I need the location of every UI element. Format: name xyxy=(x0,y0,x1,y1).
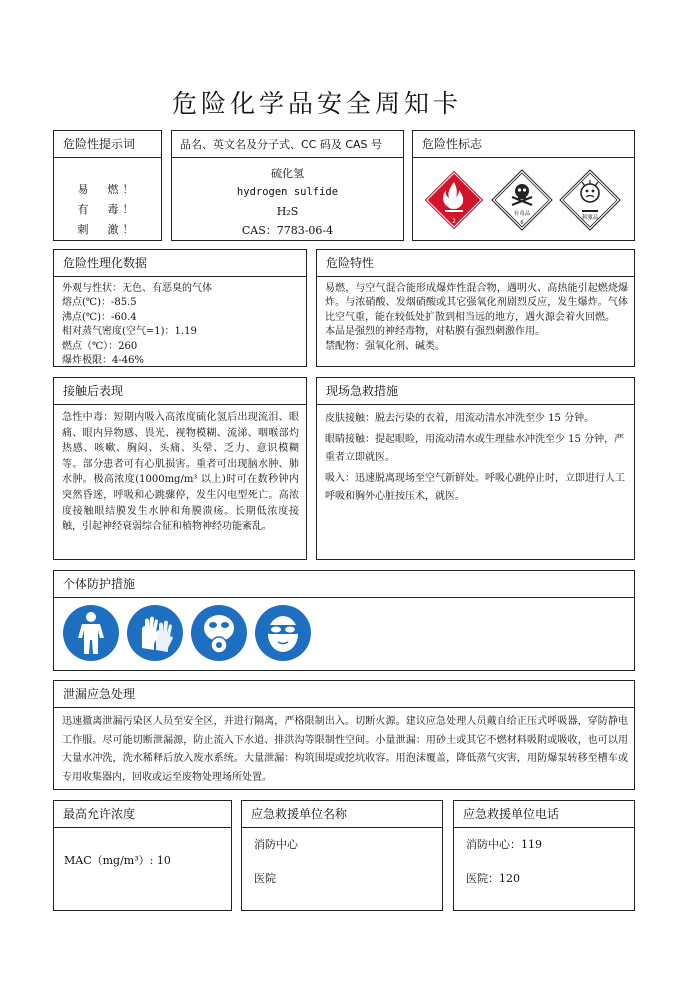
toxic-class-number: 6 xyxy=(520,220,524,226)
spill-header: 泄漏应急处理 xyxy=(54,681,634,708)
first-aid-skin: 皮肤接触：脱去污染的衣着，用流动清水冲洗至少 15 分钟。 xyxy=(325,413,595,424)
spill-panel xyxy=(53,680,635,790)
physchem-line: 燃点（℃）：260 xyxy=(62,340,138,352)
chemical-name-en: hydrogen sulfide xyxy=(236,186,339,198)
rescue-phone-item: 医院：120 xyxy=(466,872,520,885)
hazard-signs-panel xyxy=(412,130,635,241)
irritant-caption: 刺激品 xyxy=(581,215,599,221)
hazard-properties-paragraph: 本品是强烈的神经毒物，对粘膜有强烈刺激作用。 xyxy=(325,326,545,338)
hazard-signs-header: 危险性标志 xyxy=(413,131,634,158)
chemical-name-cn: 硫化氢 xyxy=(271,167,304,180)
hazard-word: 刺 激！ xyxy=(77,223,138,236)
rescue-unit-panel xyxy=(241,800,443,911)
gas-mask-icon xyxy=(190,604,248,662)
physchem-line: 外观与性状：无色、有恶臭的气体 xyxy=(62,283,212,294)
physchem-line: 相对蒸气密度(空气=1)：1.19 xyxy=(62,326,197,338)
mac-value: MAC（mg/m³）: 10 xyxy=(64,854,171,867)
protective-gloves-icon xyxy=(126,604,184,662)
first-aid-header: 现场急救措施 xyxy=(317,378,634,405)
rescue-unit-item: 医院 xyxy=(254,872,276,885)
ppe-panel xyxy=(53,570,635,671)
safety-goggles-icon xyxy=(254,604,312,662)
ppe-header: 个体防护措施 xyxy=(54,571,634,598)
hazard-properties-panel xyxy=(316,249,635,367)
chemical-formula: H₂S xyxy=(276,205,299,218)
physchem-line: 沸点(℃)：-60.4 xyxy=(62,311,137,323)
mac-header: 最高允许浓度 xyxy=(54,801,231,828)
exposure-header: 接触后表现 xyxy=(54,378,306,405)
physchem-panel xyxy=(53,249,307,367)
hazard-properties-paragraph: 易燃，与空气混合能形成爆炸性混合物，遇明火、高热能引起燃烧爆炸。与浓硝酸、发烟硝酸或其它强氧化剂剧烈反应，发生爆炸。气体比空气重，能在较低处扩散到相当远的地方，遇火源会着火回燃。 xyxy=(325,283,628,323)
rescue-phone-header: 应急救援单位电话 xyxy=(454,801,634,828)
hazard-properties-header: 危险特性 xyxy=(317,250,634,277)
identity-header: 品名、英文名及分子式、CC 码及 CAS 号 xyxy=(172,131,403,158)
mac-panel xyxy=(53,800,232,911)
rescue-phone-panel xyxy=(453,800,635,911)
physchem-line: 爆炸极限：4-46% xyxy=(62,355,144,367)
exposure-panel xyxy=(53,377,307,560)
hazard-words-panel xyxy=(53,130,162,241)
rescue-phone-item: 消防中心：119 xyxy=(466,838,542,851)
spill-text: 迅速撤离泄漏污染区人员至安全区，并进行隔离，严格限制出入。切断火源。建议应急处理人员戴自给正压式呼吸器，穿防静电工作服。尽可能切断泄漏源，防止流入下水道、排洪沟等限制性空间。小量泄漏：用砂土或其它不燃材料吸附或吸收，也可以用大量水冲洗，洗水稀释后放入废水系统。大量泄漏：构筑围堤或挖坑收容。用泡沫覆盖，降低蒸气灾害，用防爆泵转移至槽车或专用收集器内，回收或运至废物处理场所处置。 xyxy=(62,716,628,783)
flammable-class-number: 2 xyxy=(452,218,456,225)
protective-suit-icon xyxy=(62,604,120,662)
identity-panel xyxy=(171,130,404,241)
exposure-text: 急性中毒：短期内吸入高浓度硫化氢后出现流泪、眼痛、眼内异物感、畏光、视物模糊、流涕、咽喉部灼热感、咳嗽、胸闷、头痛、头晕、乏力、意识模糊等。部分患者可有心肌损害。重者可出现脑水肿、肺水肿。极高浓度(1000mg/m³ 以上)时可在数秒钟内突然昏迷，呼吸和心跳骤停，发生闪电型死亡。高浓度接触眼结膜发生水肿和角膜溃疡。长期低浓度接触，引起神经衰弱综合征和植物神经功能紊乱。 xyxy=(62,412,299,533)
toxic-icon xyxy=(491,169,553,231)
rescue-unit-item: 消防中心 xyxy=(254,838,298,851)
first-aid-eyes: 眼睛接触：提起眼睑，用流动清水或生理盐水冲洗至少 15 分钟，严重者立即就医。 xyxy=(325,434,625,463)
toxic-caption: 有毒品 xyxy=(513,211,531,217)
irritant-icon xyxy=(559,169,621,231)
first-aid-panel xyxy=(316,377,635,560)
hazard-word: 有 毒！ xyxy=(77,203,138,216)
hazard-word: 易 燃！ xyxy=(77,183,138,196)
rescue-unit-header: 应急救援单位名称 xyxy=(242,801,442,828)
physchem-header: 危险性理化数据 xyxy=(54,250,306,277)
cas-number: CAS：7783-06-4 xyxy=(241,224,334,237)
page-title: 危险化学品安全周知卡 xyxy=(172,89,463,118)
flammable-gas-icon xyxy=(423,169,485,231)
physchem-line: 熔点(℃)：-85.5 xyxy=(62,297,137,309)
hazard-words-header: 危险性提示词 xyxy=(54,131,161,158)
hazard-properties-paragraph: 禁配物：强氧化剂、碱类。 xyxy=(325,340,445,352)
first-aid-inhalation: 吸入：迅速脱离现场至空气新鲜处。呼吸心跳停止时，立即进行人工呼吸和胸外心脏按压术，就医。 xyxy=(325,473,625,502)
